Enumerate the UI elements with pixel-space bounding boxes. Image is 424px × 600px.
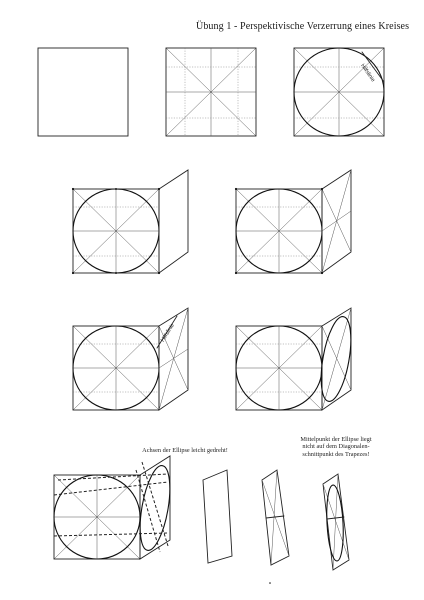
figure-square-with-trapezoid-2 — [235, 170, 351, 274]
page-mark — [269, 582, 271, 584]
figure-combined-dashed-construction — [54, 456, 175, 559]
figure-square-with-circle — [294, 48, 384, 136]
hilfslinie-label-fig3: Hilfslinie — [359, 63, 376, 84]
page-title: Übung 1 - Perspektivische Verzerrung eines Kreises — [196, 21, 410, 32]
figure-trapezoid-ellipse-offset — [323, 474, 349, 570]
figure-trapezoid-diagonals — [262, 470, 289, 565]
figure-trapezoid-with-ellipse — [236, 308, 356, 410]
note-ellipse-midpoint: Mittelpunkt der Ellipse liegt nicht auf dem Diagonalen-schnittpunkt des Trapezes! — [300, 436, 372, 458]
note-axes-rotated: Achsen der Ellipse leicht gedreht! — [142, 447, 228, 454]
figure-square-with-guides — [166, 48, 256, 136]
figure-plain-square — [38, 48, 128, 136]
hilfslinie-label-fig6: Hilfslinie — [160, 322, 176, 344]
figure-blank-trapezoid — [203, 470, 232, 563]
figure-square-with-trapezoid-1 — [72, 170, 188, 274]
